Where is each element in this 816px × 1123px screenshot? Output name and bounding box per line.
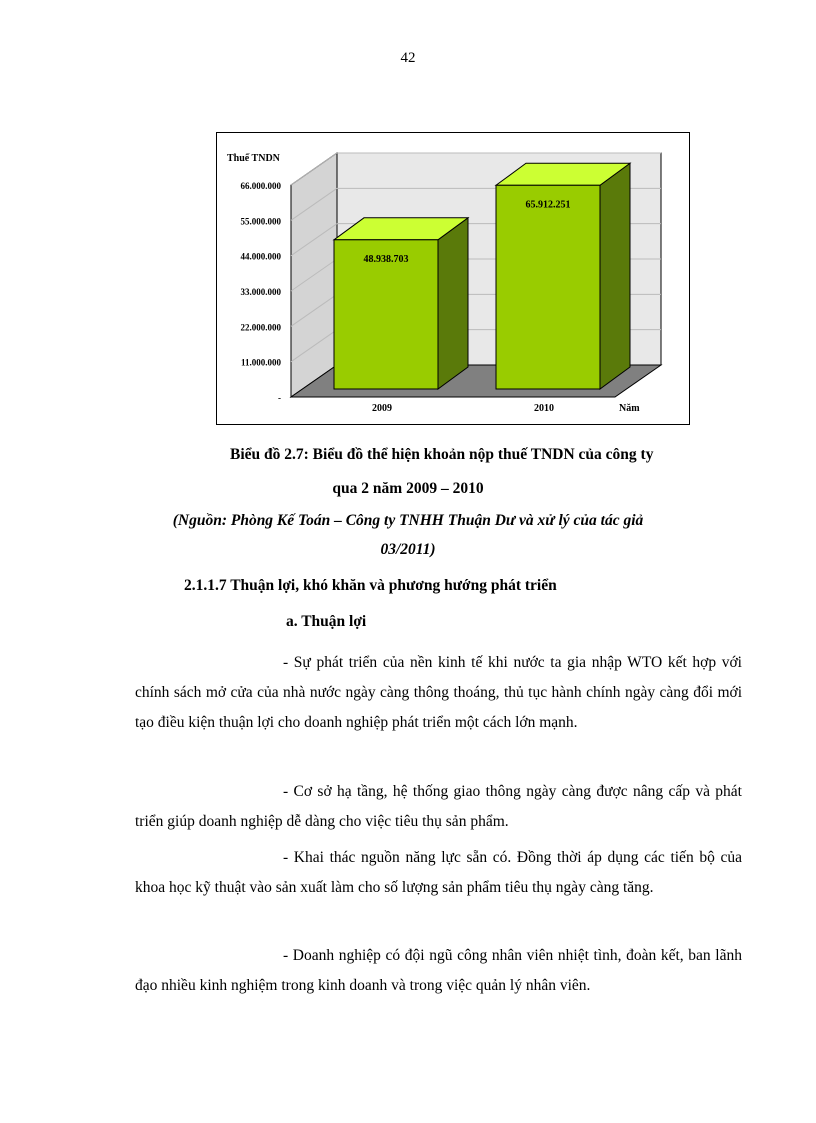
y-tick-label: 66.000.000 [240,181,281,191]
x-tick-label: 2010 [534,403,554,414]
paragraph [135,648,742,738]
chart-canvas [217,133,689,424]
bar-side [438,218,468,389]
paragraph [135,941,742,1001]
paragraph-text: - Sự phát triển của nền kinh tế khi nước ta gia nhập WTO kết hợp với chính sách mở cửa của nhà nước ngày càng thông thoáng, thủ tục hành chính ngày càng đổi mới tạo điều kiện thuận lợi cho doanh nghiệp phát triển một cách lớn mạnh. [135,654,742,731]
bar-value-label: 65.912.251 [525,199,571,211]
bar-2010 [496,185,600,389]
y-axis-label: Thuế TNDN [227,153,280,164]
chart-source-line-2: 03/2011) [380,541,436,558]
chart-caption-line-1: Biểu đồ 2.7: Biểu đồ thể hiện khoản nộp thuế TNDN của công ty [230,446,654,463]
page-number: 42 [400,50,416,66]
tax-bar-chart [216,132,690,425]
paragraph-text: - Doanh nghiệp có đội ngũ công nhân viên nhiệt tình, đoàn kết, ban lãnh đạo nhiều kinh nghiệm trong kinh doanh và trong việc quản lý nhân viên. [135,947,742,994]
y-tick-label: - [278,393,281,403]
bar-value-label: 48.938.703 [363,253,409,265]
y-tick-label: 33.000.000 [240,287,281,297]
y-tick-label: 11.000.000 [240,357,281,368]
section-heading: 2.1.1.7 Thuận lợi, khó khăn và phương hướng phát triển [184,577,557,594]
y-tick-label: 22.000.000 [240,322,281,333]
subsection-heading: a. Thuận lợi [286,613,367,630]
paragraph-text: - Khai thác nguồn năng lực sẵn có. Đồng thời áp dụng các tiến bộ của khoa học kỹ thuật vào sản xuất làm cho số lượng sản phẩm tiêu thụ ngày càng tăng. [135,849,742,896]
paragraph [135,777,742,837]
paragraph-text: - Cơ sở hạ tầng, hệ thống giao thông ngày càng được nâng cấp và phát triển giúp doanh nghiệp dễ dàng cho việc tiêu thụ sản phẩm. [135,783,742,830]
paragraph [135,843,742,903]
chart-caption-line-2: qua 2 năm 2009 – 2010 [332,480,484,497]
x-axis-label: Năm [619,403,640,414]
bar-side [600,163,630,389]
chart-source-line-1: (Nguồn: Phòng Kế Toán – Công ty TNHH Thuận Dư và xử lý của tác giả [172,512,644,529]
y-tick-label: 44.000.000 [240,251,281,262]
y-tick-label: 55.000.000 [240,216,281,227]
x-tick-label: 2009 [372,403,392,414]
